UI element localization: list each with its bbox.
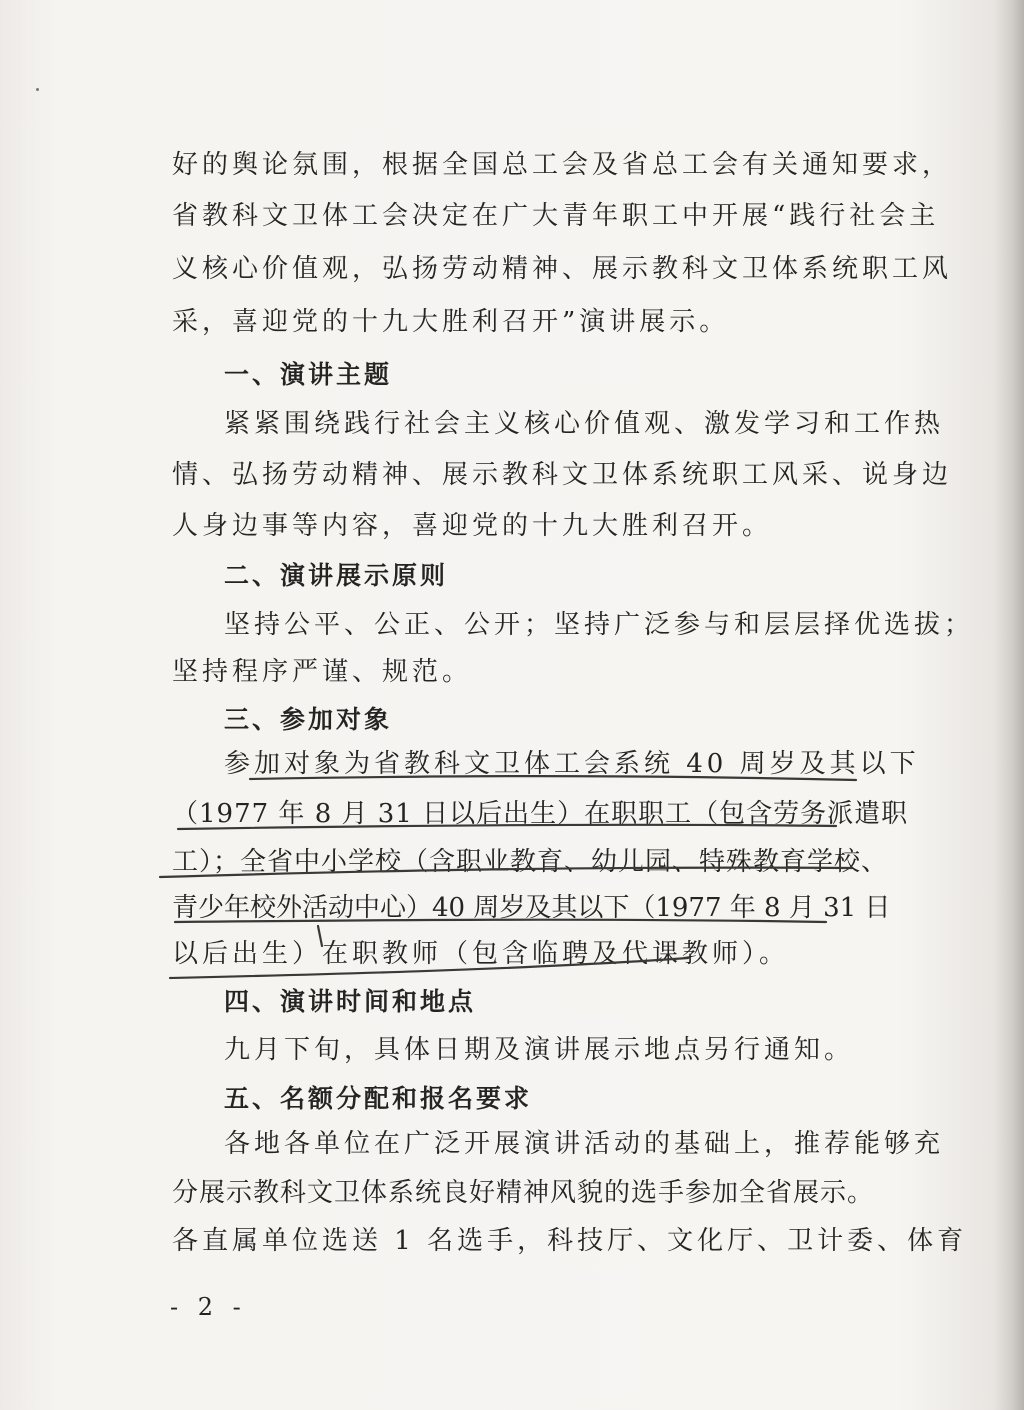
paragraph-line: 九月下旬，具体日期及演讲展示地点另行通知。 bbox=[224, 1035, 855, 1065]
paragraph-line: 参加对象为省教科文卫体工会系统 40 周岁及其以下 bbox=[224, 749, 920, 779]
paragraph-line: 以后出生）在职教师（包含临聘及代课教师）。 bbox=[172, 939, 790, 969]
paragraph-line: 紧紧围绕践行社会主义核心价值观、激发学习和工作热 bbox=[224, 409, 945, 439]
paragraph-line: 坚持程序严谨、规范。 bbox=[172, 657, 473, 687]
section-heading-quota: 五、名额分配和报名要求 bbox=[224, 1084, 533, 1113]
scan-speck bbox=[36, 88, 39, 91]
paragraph-line: 各地各单位在广泛开展演讲活动的基础上，推荐能够充 bbox=[224, 1129, 945, 1159]
paragraph-line: 情、弘扬劳动精神、展示教科文卫体系统职工风采、说身边 bbox=[172, 460, 953, 490]
paragraph-line: 工）；全省中小学校（含职业教育、幼儿园、特殊教育学校、 bbox=[172, 847, 889, 877]
section-heading-participants: 三、参加对象 bbox=[224, 705, 393, 734]
paragraph-line: 分展示教科文卫体系统良好精神风貌的选手参加全省展示。 bbox=[172, 1178, 875, 1208]
paragraph-line: 各直属单位选送 1 名选手，科技厅、文化厅、卫计委、体育 bbox=[172, 1226, 968, 1256]
paragraph-line: 省教科文卫体工会决定在广大青年职工中开展“践行社会主 bbox=[172, 201, 940, 231]
paragraph-line: 采，喜迎党的十九大胜利召开”演讲展示。 bbox=[172, 307, 730, 337]
page-number: - 2 - bbox=[170, 1293, 247, 1321]
section-heading-principles: 二、演讲展示原则 bbox=[224, 561, 449, 590]
paragraph-line: 义核心价值观，弘扬劳动精神、展示教科文卫体系统职工风 bbox=[172, 254, 953, 284]
section-heading-time-place: 四、演讲时间和地点 bbox=[224, 987, 477, 1016]
section-heading-theme: 一、演讲主题 bbox=[224, 360, 393, 389]
paragraph-line: 人身边事等内容，喜迎党的十九大胜利召开。 bbox=[172, 511, 773, 541]
paragraph-line: 坚持公平、公正、公开；坚持广泛参与和层层择优选拔； bbox=[224, 610, 975, 640]
page-edge-shadow bbox=[994, 0, 1024, 1410]
paragraph-line: 好的舆论氛围，根据全国总工会及省总工会有关通知要求， bbox=[172, 150, 953, 180]
paragraph-line: 青少年校外活动中心）40 周岁及其以下（1977 年 8 月 31 日 bbox=[172, 893, 891, 923]
paragraph-line: （1977 年 8 月 31 日以后出生）在职职工（包含劳务派遣职 bbox=[172, 799, 909, 829]
